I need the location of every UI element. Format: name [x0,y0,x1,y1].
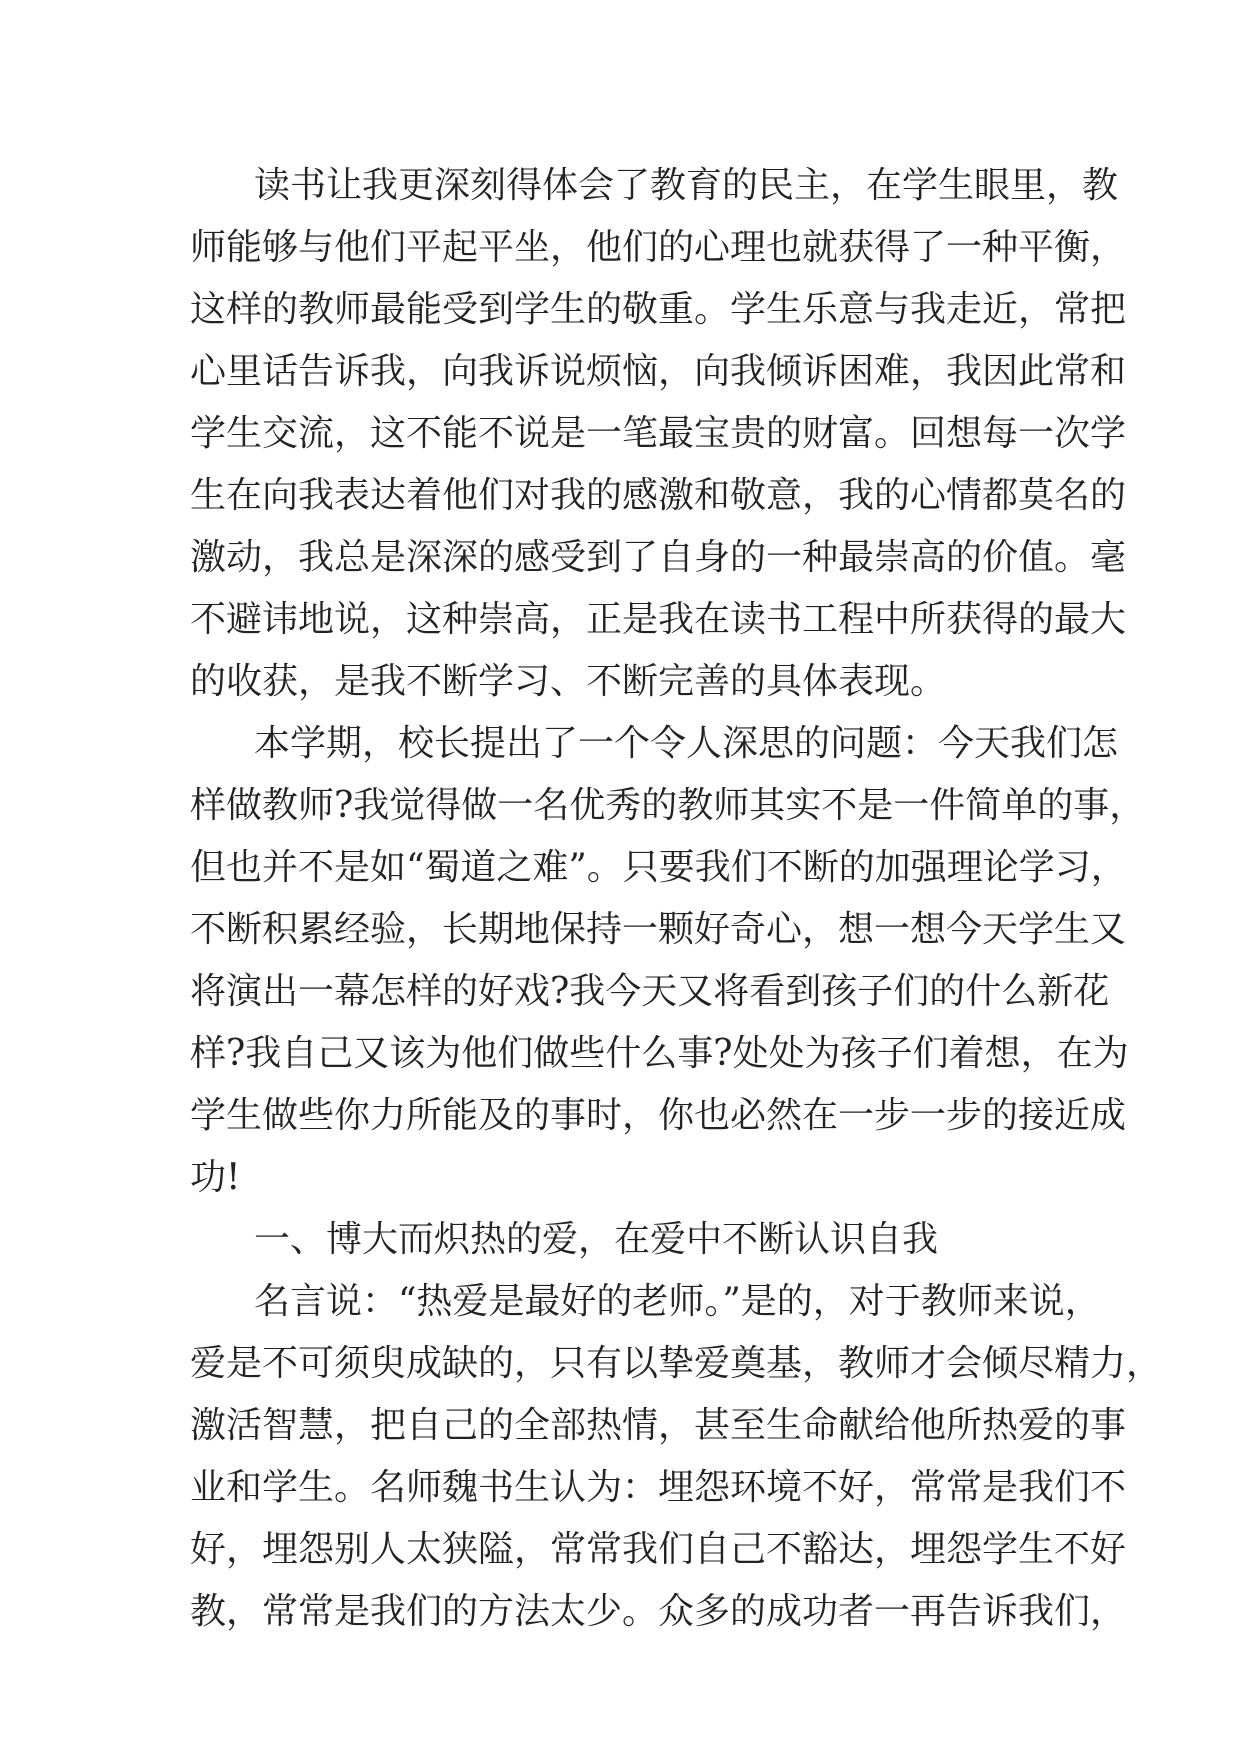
paragraph-line: 名言说：“热爱是最好的老师。”是的，对于教师来说， [254,1281,1101,1322]
paragraph-line: 样做教师?我觉得做一名优秀的教师其实不是一件简单的事， [190,785,1146,826]
paragraph-line: 本学期，校长提出了一个令人深思的问题：今天我们怎 [254,723,1119,764]
paragraph-line: 生在向我表达着他们对我的感激和敬意，我的心情都莫名的 [190,475,1127,516]
paragraph-line: 业和学生。名师魏书生认为：埋怨环境不好，常常是我们不 [190,1467,1127,1508]
body-text [190,155,1163,1643]
paragraph-line: 样?我自己又该为他们做些什么事?处处为孩子们着想，在为 [190,1033,1129,1074]
paragraph-line: 学生做些你力所能及的事时，你也必然在一步一步的接近成 [190,1095,1127,1136]
paragraph-line: 激活智慧，把自己的全部热情，甚至生命献给他所热爱的事 [190,1405,1127,1446]
paragraph-line: 但也并不是如“蜀道之难”。只要我们不断的加强理论学习， [190,847,1127,888]
paragraph-line: 教，常常是我们的方法太少。众多的成功者一再告诉我们， [190,1591,1127,1632]
paragraph-line: 心里话告诉我，向我诉说烦恼，向我倾诉困难，我因此常和 [190,351,1127,392]
paragraph-line: 功! [190,1157,241,1198]
paragraph-line: 的收获，是我不断学习、不断完善的具体表现。 [190,661,947,702]
paragraph-line: 读书让我更深刻得体会了教育的民主，在学生眼里，教 [254,165,1119,206]
paragraph-line: 师能够与他们平起平坐，他们的心理也就获得了一种平衡， [190,227,1127,268]
section-heading: 一、博大而炽热的爱，在爱中不断认识自我 [254,1219,939,1260]
paragraph-line: 好，埋怨别人太狭隘，常常我们自己不豁达，埋怨学生不好 [190,1529,1127,1570]
paragraph-line: 这样的教师最能受到学生的敬重。学生乐意与我走近，常把 [190,289,1127,330]
paragraph-line: 不避讳地说，这种崇高，正是我在读书工程中所获得的最大 [190,599,1127,640]
paragraph-line: 将演出一幕怎样的好戏?我今天又将看到孩子们的什么新花 [190,971,1110,1012]
paragraph-line: 学生交流，这不能不说是一笔最宝贵的财富。回想每一次学 [190,413,1127,454]
paragraph-line: 爱是不可须臾成缺的，只有以挚爱奠基，教师才会倾尽精力， [190,1343,1163,1384]
paragraph-line: 激动，我总是深深的感受到了自身的一种最崇高的价值。毫 [190,537,1127,578]
paragraph-line: 不断积累经验，长期地保持一颗好奇心，想一想今天学生又 [190,909,1127,950]
